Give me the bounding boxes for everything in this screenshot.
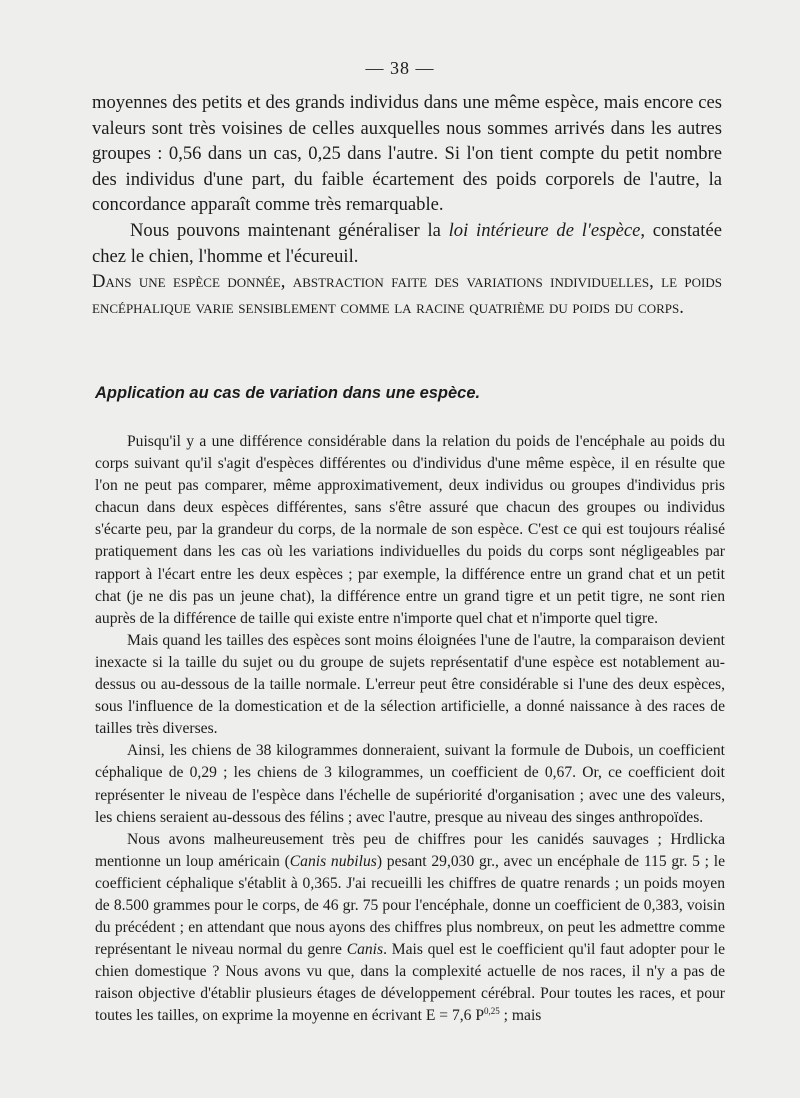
page-number: — 38 — [365,58,435,78]
paragraph-2: Mais quand les tailles des espèces sont moins éloignées l'une de l'autre, la comparaison devient inexacte si la taille du sujet ou du groupe de sujets représentatif d'une espèce est notablement au-dessus ou au-dessous de la taille normale. L'erreur peut être considérable si l'une des deux espèces, sous l'influence de la domestication et de la sélection artificielle, a donné naissance à des races de tailles très diverses. [95,631,725,738]
paragraph-4: Nous avons malheureusement très peu de chiffres pour les canidés sauvages ; Hrdlicka mentionne un loup américain (Canis nubilus) pesant 29,030 gr., avec un encéphale de 115 gr. 5 ; le coefficient céphalique s'établit à 0,365. J'ai recueilli les chiffres de quatre renards ; un poids moyen de 8.500 grammes pour le corps, de 46 gr. 75 pour l'encéphale, donne un coefficient de 0,383, voisin du précédent ; en attendant que nous ayons des chiffres plus nombreux, on peut les admettre comme représentant le niveau normal du genre Canis. Mais quel est le coefficient qu'il faut adopter pour le chien domestique ? Nous avons vu que, dans la complexité actuelle de nos races, il n'y a pas de raison objective d'établir plusieurs étages de développement cérébral. Pour toutes les races, et pour toutes les tailles, on exprime la moyenne en écrivant E = 7,6 P$^{0,25}$ ; mais [95,830,726,1025]
section-heading: Application au cas de variation dans une espèce. [95,384,481,402]
species-name: Canis nubilus [289,852,377,870]
paragraph-continuation: moyennes des petits et des grands individus dans une même espèce, mais encore ces valeurs sont très voisines de celles auxquelles nous sommes arrivés dans les autres groupes : 0,56 dans un cas, 0,25 dans l'autre. Si l'on tient compte du petit nombre des individus d'une part, du faible écartement des poids corporels de l'autre, la concordance apparaît comme très remarquable. [92,92,722,216]
paragraph-3: Ainsi, les chiens de 38 kilogrammes donneraient, suivant la formule de Dubois, un coefficient céphalique de 0,29 ; les chiens de 3 kilogrammes, un coefficient de 0,67. Or, ce coefficient doit représenter le niveau de l'espèce dans l'échelle de supériorité d'organisation ; avec une des valeurs, les chiens seraient au-dessous des félins ; avec l'autre, presque au niveau des singes anthropoïdes. [95,742,725,826]
paragraph-generalisation: Nous pouvons maintenant généraliser la loi intérieure de l'espèce, constatée chez le chien, l'homme et l'écureuil. [92,219,722,267]
italic-term: loi intérieure de l'espèce [448,219,641,241]
exponent: 0,25 [484,1006,500,1017]
law-statement: Dans une espèce donnée, abstraction faite des variations individuelles, le poids encéphalique varie sensiblement comme la racine quatrième du poids du corps. [92,271,722,318]
genus-name: Canis [346,941,384,959]
paragraph-1: Puisqu'il y a une différence considérable dans la relation du poids de l'encéphale au poids du corps suivant qu'il s'agit d'espèces différentes ou d'individus d'une même espèce, il en résulte que l'on ne peut pas comparer, même approximativement, deux individus ou groupes d'individus pris chacun dans deux espèces différentes, sans s'être assuré que chacun des groupes ou individus s'écarte peu, par la grandeur du corps, de la normale de son espèce. C'est ce qui est toujours réalisé pratiquement dans les cas où les variations individuelles du poids du corps sont négligeables par rapport à l'écart entre les deux espèces ; par exemple, la différence entre un grand chat et un petit chat (je ne dis pas un jeune chat), la différence entre un grand tigre et un petit tigre, ne sont rien auprès de la différence de taille qui existe entre n'importe quel chat et n'importe quel tigre. [95,433,725,627]
section-body [95,431,725,1028]
upper-text-block [92,90,722,320]
